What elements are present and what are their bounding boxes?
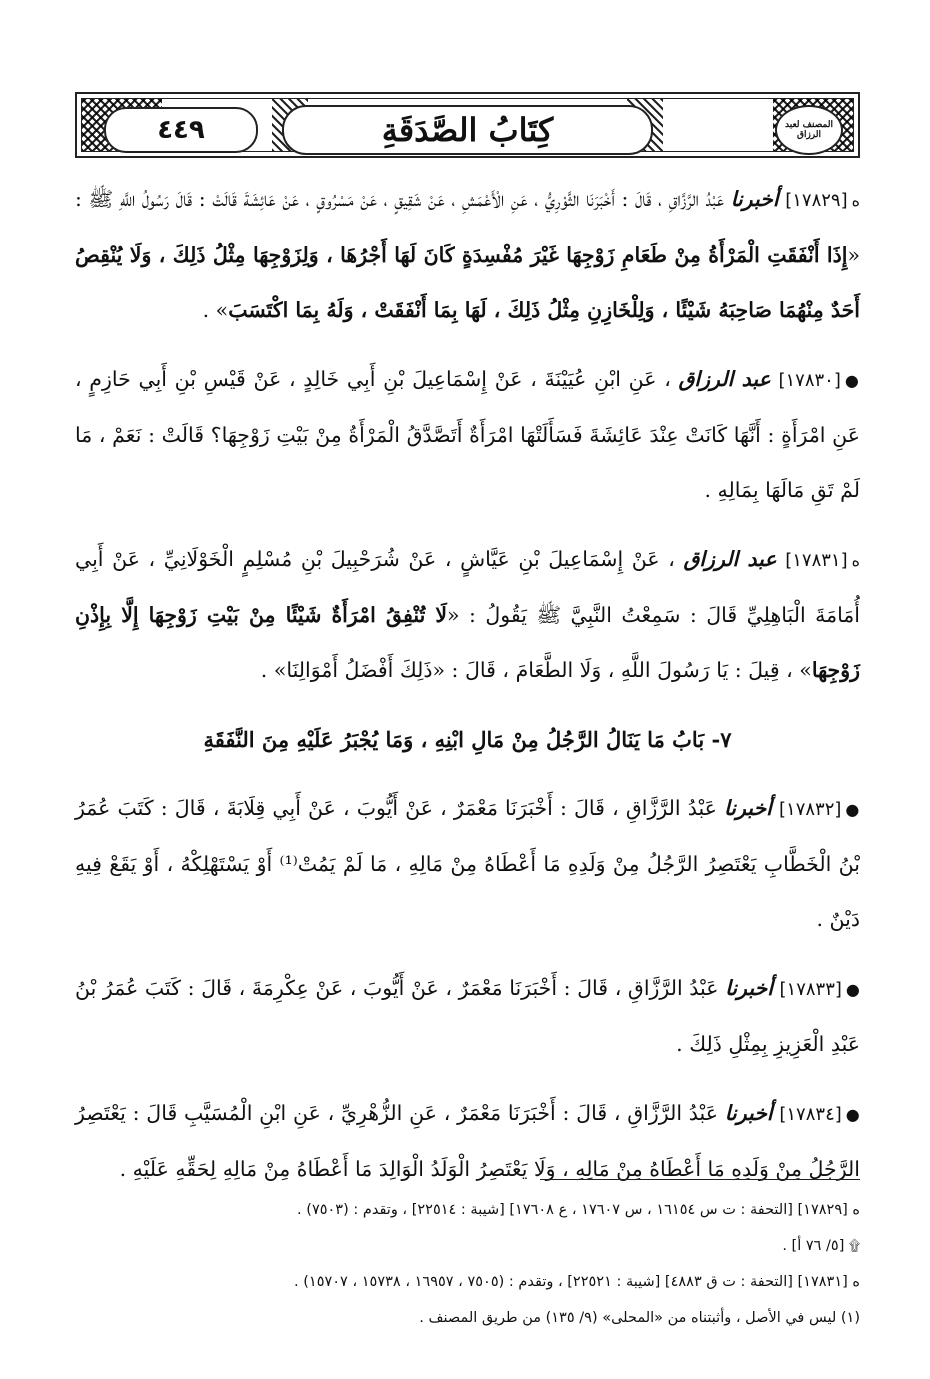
hadith-number: [١٧٨٢٩]: [785, 190, 848, 211]
hadith-marker: ●: [845, 1105, 860, 1124]
hadith-quote: إِذَا أَنْفَقَتِ الْمَرْأَةُ مِنْ طَعَامِ زَوْجِهَا غَيْرَ مُفْسِدَةٍ كَانَ لَهَا أَجْرُهَا ، وَلِزَوْجِهَا مِثْلُ ذَلِكَ ، وَلَا يُنْقِصُ أَحَدٌ مِنْهُمَا صَاحِبَهُ شَيْئًا ، وَلِلْخَازِنِ مِثْلُ ذَلِكَ ، لَهَا بِمَا أَنْفَقَتْ ، وَلَهُ بِمَا اكْتَسَبَ: [75, 243, 860, 322]
footnotes: [75, 1192, 860, 1336]
narrator: أخبرنا: [724, 796, 772, 820]
page-header: [75, 92, 860, 158]
logo-text: المصنف لعبد الرزاق: [785, 120, 833, 140]
footnote-line: ه [١٧٨٣١] [التحفة : ت ق ٤٨٨٣] [شيبة : ٢٢٥٢١] ، وتقدم : (٧٥٠٥ ، ١٦٩٥٧ ، ١٥٧٣٨ ، ١٥٧٠٧) .: [294, 1274, 860, 1290]
hadith-marker: ه: [851, 191, 860, 210]
hadith-text: ، عَنِ ابْنِ عُيَيْنَةَ ، عَنْ إِسْمَاعِيلَ بْنِ أَبِي خَالِدٍ ، عَنْ قَيْسِ بْنِ أَبِي حَازِمٍ ، عَنِ امْرَأَةٍ : أَنَّهَا كَانَتْ عِنْدَ عَائِشَةَ فَسَأَلَتْهَا امْرَأَةٌ أَتَصَّدَّقُ الْمَرْأَةُ مِنْ بَيْتِ زَوْجِهَا؟ قَالَتْ : نَعَمْ ، مَا لَمْ تَقِ مَالَهَا بِمَالِهِ .: [75, 367, 860, 502]
book-logo: [775, 105, 843, 155]
footnote-divider: [540, 1179, 860, 1180]
book-title: كِتَابُ الصَّدَقَةِ: [282, 105, 653, 155]
narrator: أخبرنا: [724, 1101, 773, 1125]
hadith-marker: ●: [845, 800, 860, 819]
header-frame: [81, 98, 854, 152]
hadith-text: عَبْدُ الرَّزَّاقِ ، قَالَ : أَخْبَرَنَا مَعْمَرٌ ، عَنْ أَيُّوبَ ، عَنْ أَبِي قِلَابَةَ ، قَالَ : كَتَبَ عُمَرُ بْنُ الْخَطَّابِ يَعْتَصِرُ الرَّجُلُ مِنْ وَلَدِهِ مَا أَعْطَاهُ مِنْ مَالِهِ ، مَا لَمْ يَمُتْ⁽¹⁾ أَوْ يَسْتَهْلِكْهُ ، أَوْ يَقَعْ فِيهِ دَيْنٌ .: [75, 796, 860, 931]
hadith-text: عَبْدُ الرَّزَّاقِ ، قَالَ : أَخْبَرَنَا الثَّوْرِيُّ ، عَنِ الْأَعْمَشِ ، عَنْ شَقِيقٍ ، عَنْ مَسْرُوقٍ ، عَنْ عَائِشَةَ قَالَتْ : قَالَ رَسُولُ اللَّهِ ﷺ : «: [75, 187, 860, 267]
footnote-line: (١) ليس في الأصل ، وأثبتناه من «المحلى» (٩/ ١٣٥) من طريق المصنف .: [419, 1310, 860, 1326]
hadith-text-end: » ، قِيلَ : يَا رَسُولَ اللَّهِ ، وَلَا الطَّعَامَ ، قَالَ : «ذَلِكَ أَفْضَلُ أَمْوَالِنَا» .: [260, 658, 812, 682]
hadith-number: [١٧٨٣٢]: [779, 799, 842, 820]
narrator: أخبرنا: [725, 976, 773, 1000]
hadith-number: [١٧٨٣١]: [785, 550, 848, 571]
hadith-text: عَبْدُ الرَّزَّاقِ ، قَالَ : أَخْبَرَنَا مَعْمَرٌ ، عَنِ الزُّهْرِيِّ ، عَنِ ابْنِ الْمُسَيَّبِ قَالَ : يَعْتَصِرُ الرَّجُلُ مِنْ وَلَدِهِ مَا أَعْطَاهُ مِنْ مَالِهِ ، وَلَا يَعْتَصِرُ الْوَلَدُ الْوَالِدَ مَا أَعْطَاهُ مِنْ مَالِهِ لِحَقِّهِ عَلَيْهِ .: [75, 1101, 860, 1181]
narrator: عبد الرزاق: [678, 367, 771, 391]
hadith-17834: [75, 1086, 860, 1197]
hadith-17832: [75, 781, 860, 947]
hadith-number: [١٧٨٣٠]: [778, 370, 841, 391]
hadith-quote: لَا تُنْفِقُ امْرَأَةٌ شَيْئًا مِنْ بَيْتِ زَوْجِهَا إِلَّا بِإِذْنِ زَوْجِهَا: [75, 603, 860, 682]
hadith-number: [١٧٨٣٤]: [779, 1104, 842, 1125]
hadith-marker: ●: [845, 980, 860, 999]
hadith-text: ، عَنْ إِسْمَاعِيلَ بْنِ عَيَّاشٍ ، عَنْ شُرَحْبِيلَ بْنِ مُسْلِمٍ الْخَوْلَانِيِّ ، عَنْ أَبِي أُمَامَةَ الْبَاهِلِيِّ قَالَ : سَمِعْتُ النَّبِيَّ ﷺ يَقُولُ : «: [75, 547, 860, 627]
hadith-text-end: » .: [202, 298, 229, 322]
hadith-text: عَبْدُ الرَّزَّاقِ ، قَالَ : أَخْبَرَنَا مَعْمَرٌ ، عَنْ أَيُّوبَ ، عَنْ عِكْرِمَةَ ، قَالَ : كَتَبَ عُمَرُ بْنُ عَبْدِ الْعَزِيزِ بِمِثْلِ ذَلِكَ .: [75, 976, 860, 1056]
hadith-17830: [75, 352, 860, 518]
main-text: [75, 172, 860, 1211]
narrator: عبد الرزاق: [683, 547, 777, 571]
hadith-marker: ه: [851, 551, 860, 570]
narrator: أخبرنا: [730, 187, 779, 211]
hadith-marker: ●: [844, 371, 860, 390]
page-number: ٤٤٩: [104, 107, 258, 153]
hadith-17829: [75, 172, 860, 338]
hadith-number: [١٧٨٣٣]: [779, 979, 842, 1000]
chapter-heading: ٧- بَابُ مَا يَنَالُ الرَّجُلُ مِنْ مَالِ ابْنِهِ ، وَمَا يُجْبَرُ عَلَيْهِ مِنَ النَّفَقَةِ: [203, 727, 732, 752]
footnote-line: ۩ [٥/ ٧٦ أ] .: [782, 1238, 860, 1254]
hadith-17831: [75, 532, 860, 698]
footnote-line: ه [١٧٨٢٩] [التحفة : ت س ١٦١٥٤ ، س ١٧٦٠٧ ، ع ١٧٦٠٨] [شيبة : ٢٢٥١٤] ، وتقدم : (٧٥٠٣) .: [297, 1202, 860, 1218]
hadith-17833: [75, 961, 860, 1072]
